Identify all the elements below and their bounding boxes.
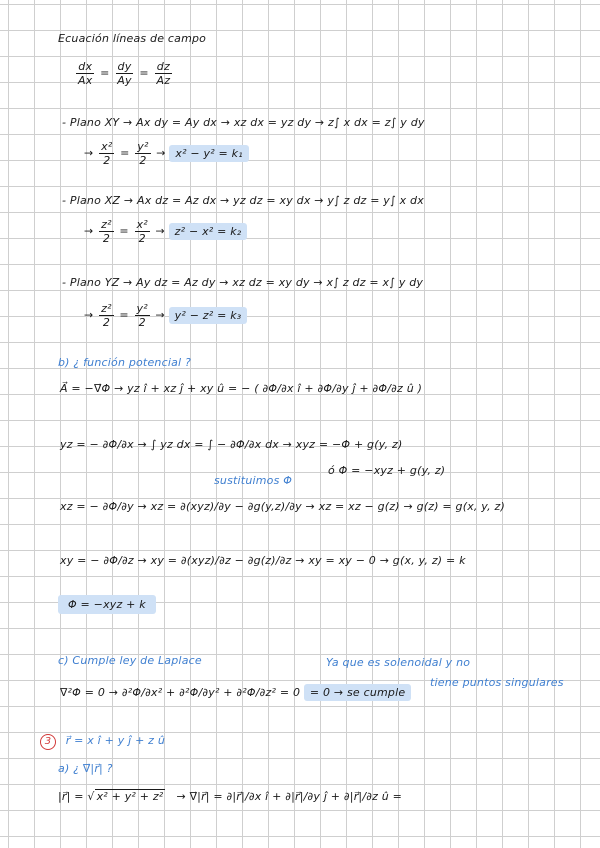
arrow: → <box>84 146 94 160</box>
frac-den: 2 <box>138 316 146 329</box>
arrow: → <box>84 224 94 238</box>
position-vector: r⃗ = x î + y ĵ + z û <box>65 734 166 747</box>
plano-yz-result: y² − z² = k₃ <box>169 307 248 324</box>
b-result-line <box>58 598 156 612</box>
laplace-result: = 0 → se cumple <box>304 684 411 701</box>
frac-num: x² <box>101 140 113 153</box>
b-line-4: xz = − ∂Φ/∂y → xz = ∂(xyz)/∂y − ∂g(y,z)/∂y → xz = xz − g(z) → g(z) = g(x, y, z) <box>60 500 506 513</box>
arrow: → <box>84 308 94 322</box>
b-line-2: yz = − ∂Φ/∂x → ∫ yz dx = ∫ − ∂Φ/∂x dx → xyz = −Φ + g(y, z) <box>60 438 403 451</box>
section-3a-heading: a) ¿ ∇⃗|r⃗| ? <box>58 762 113 775</box>
plano-xy-result: x² − y² = k₁ <box>169 145 248 162</box>
modulus-sqrt: x² + y² + z² <box>96 790 164 803</box>
plano-yz-line: - Plano YZ → Ay dz = Az dy → xz dz = xy dy → x∫ z dz = x∫ y dy <box>62 276 424 289</box>
p3-line-1: |r⃗| = √ x² + y² + z² → ∇⃗|r⃗| = ∂|r⃗|/∂x î + ∂|r⃗|/∂y ĵ + ∂|r⃗|/∂z û = <box>58 790 403 803</box>
problem-3-line <box>40 734 165 750</box>
b-line-1: A⃗ = −∇⃗Φ → yz î + xz ĵ + xy û = − ( ∂Φ/∂x î + ∂Φ/∂y ĵ + ∂Φ/∂z û ) <box>60 382 423 395</box>
frac-num: z² <box>101 218 112 231</box>
frac-den: 2 <box>102 232 111 245</box>
eq-num-3: dz <box>156 60 170 73</box>
c-note-2: tiene puntos singulares <box>430 676 564 689</box>
plano-yz-result-line: → $\frac{\text{z²}}{2}$ = $\frac{\text{y²}}{2}$ → y² − z² = k₃ <box>84 302 247 329</box>
b-line-5: xy = − ∂Φ/∂z → xy = ∂(xyz)/∂z − ∂g(z)/∂z → xy = xy − 0 → g(x, y, z) = k <box>60 554 466 567</box>
frac-num: z² <box>101 302 112 315</box>
frac-num: x² <box>136 218 148 231</box>
sustituimos-note: sustituimos Φ <box>214 474 293 487</box>
gradient-modulus: → ∇⃗|r⃗| = ∂|r⃗|/∂x î + ∂|r⃗|/∂y ĵ + ∂|r⃗|/∂z û = <box>176 790 403 803</box>
section-c-heading: c) Cumple ley de Laplace <box>58 654 202 667</box>
eq-den-2: Ay <box>117 74 132 87</box>
eq-num-2: dy <box>117 60 132 73</box>
eq-den-1: Ax <box>78 74 93 87</box>
plano-xy-result-line: → $\frac{\text{x²}}{2}$ = $\frac{\text{y²}}{2}$ → x² − y² = k₁ <box>84 140 249 167</box>
problem-number: 3 <box>40 734 56 750</box>
c-line-1 <box>60 686 411 700</box>
frac-num: y² <box>137 140 149 153</box>
b-line-3: ó Φ = −xyz + g(y, z) <box>328 464 446 477</box>
field-lines-equation: $\frac{dx}{Ax}$ = $\frac{dy}{Ay}$ = $\frac{dz}{Az}$ <box>78 60 171 87</box>
frac-num: y² <box>136 302 148 315</box>
plano-xy-line: - Plano XY → Ax dy = Ay dx → xz dx = yz dy → z∫ x dx = z∫ y dy <box>62 116 425 129</box>
section-b-heading: b) ¿ función potencial ? <box>58 356 192 369</box>
plano-xz-result: z² − x² = k₂ <box>169 223 248 240</box>
potential-result: Φ = −xyz + k <box>58 595 156 614</box>
c-note-1: Ya que es solenoidal y no <box>326 656 471 669</box>
frac-den: 2 <box>139 154 147 167</box>
plano-xz-line: - Plano XZ → Ax dz = Az dx → yz dz = xy dx → y∫ z dz = y∫ x dx <box>62 194 424 207</box>
plano-xz-result-line: → $\frac{\text{z²}}{2}$ = $\frac{\text{x²}}{2}$ → z² − x² = k₂ <box>84 218 247 245</box>
laplace-equation: ∇²Φ = 0 → ∂²Φ/∂x² + ∂²Φ/∂y² + ∂²Φ/∂z² = 0 <box>60 686 301 699</box>
modulus-label: |r⃗| = <box>58 790 84 803</box>
frac-den: 2 <box>102 316 111 329</box>
frac-den: 2 <box>103 154 111 167</box>
frac-den: 2 <box>138 232 146 245</box>
eq-den-3: Az <box>156 74 171 87</box>
page-title: Ecuación líneas de campo <box>58 32 207 45</box>
eq-num-1: dx <box>78 60 93 73</box>
